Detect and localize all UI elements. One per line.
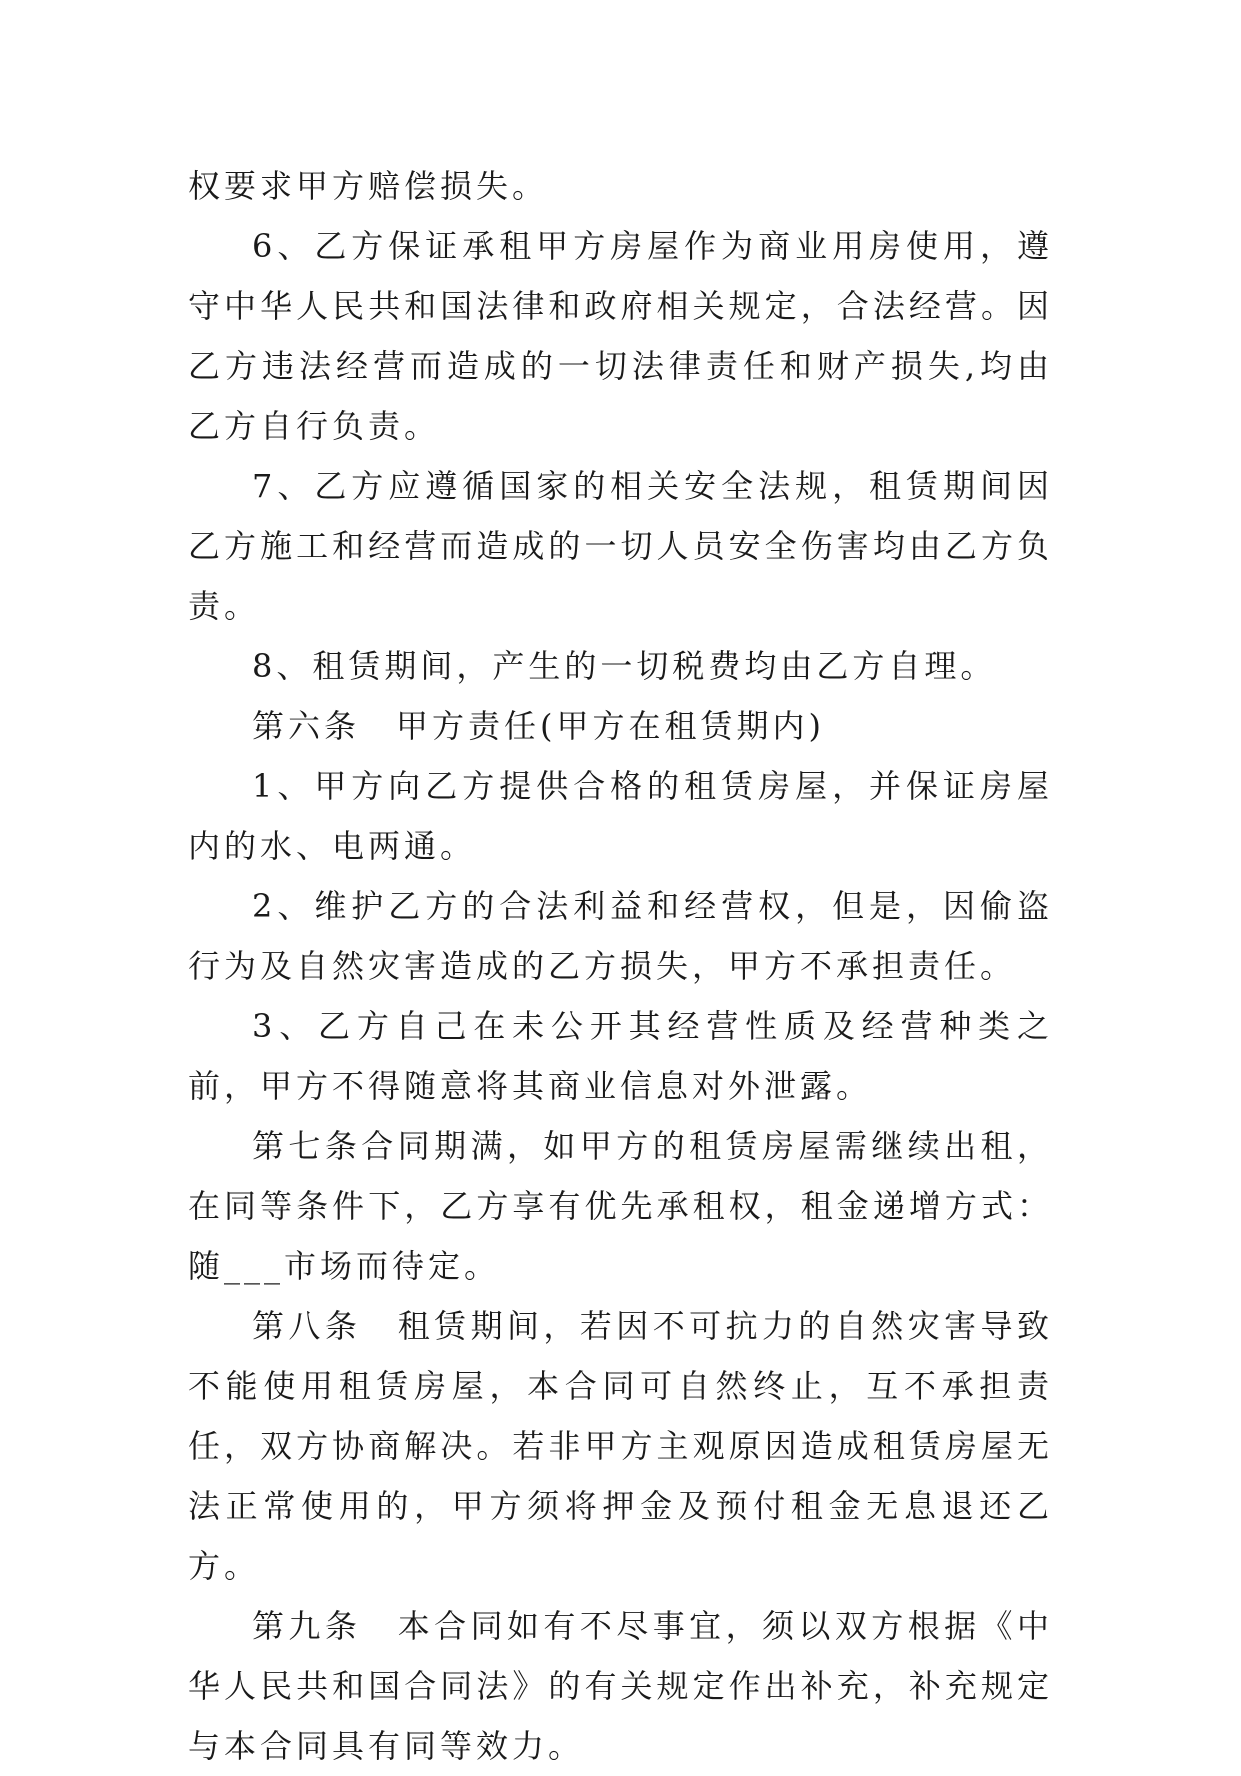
paragraph-a3-confidentiality: 3、乙方自己在未公开其经营性质及经营种类之前，甲方不得随意将其商业信息对外泄露。 bbox=[188, 1007, 1053, 1105]
paragraph-a1-qualified-premises: 1、甲方向乙方提供合格的租赁房屋，并保证房屋内的水、电两通。 bbox=[188, 767, 1053, 865]
document-body bbox=[188, 156, 1053, 1776]
paragraph-article-7-renewal: 第七条合同期满，如甲方的租赁房屋需继续出租，在同等条件下，乙方享有优先承租权，租金递增方式：随___市场而待定。 bbox=[188, 1127, 1053, 1285]
paragraph-clause-8-taxes: 8、租赁期间，产生的一切税费均由乙方自理。 bbox=[252, 647, 997, 685]
paragraph-article-8-force-majeure: 第八条 租赁期间，若因不可抗力的自然灾害导致不能使用租赁房屋，本合同可自然终止，互不承担责任，双方协商解决。若非甲方主观原因造成租赁房屋无法正常使用的，甲方须将押金及预付租金无息退还乙方。 bbox=[188, 1307, 1053, 1585]
paragraph-compensation-continuation: 权要求甲方赔偿损失。 bbox=[188, 167, 549, 205]
heading-article-6-party-a-duties: 第六条 甲方责任(甲方在租赁期内) bbox=[252, 707, 825, 745]
paragraph-clause-7-safety: 7、乙方应遵循国家的相关安全法规，租赁期间因乙方施工和经营而造成的一切人员安全伤害均由乙方负责。 bbox=[188, 467, 1053, 625]
paragraph-a2-legal-interests: 2、维护乙方的合法利益和经营权，但是，因偷盗行为及自然灾害造成的乙方损失，甲方不承担责任。 bbox=[188, 887, 1053, 985]
paragraph-clause-6-commercial-use: 6、乙方保证承租甲方房屋作为商业用房使用，遵守中华人民共和国法律和政府相关规定，合法经营。因乙方违法经营而造成的一切法律责任和财产损失,均由乙方自行负责。 bbox=[188, 227, 1053, 445]
paragraph-article-9-supplements: 第九条 本合同如有不尽事宜，须以双方根据《中华人民共和国合同法》的有关规定作出补充，补充规定与本合同具有同等效力。 bbox=[188, 1607, 1053, 1765]
